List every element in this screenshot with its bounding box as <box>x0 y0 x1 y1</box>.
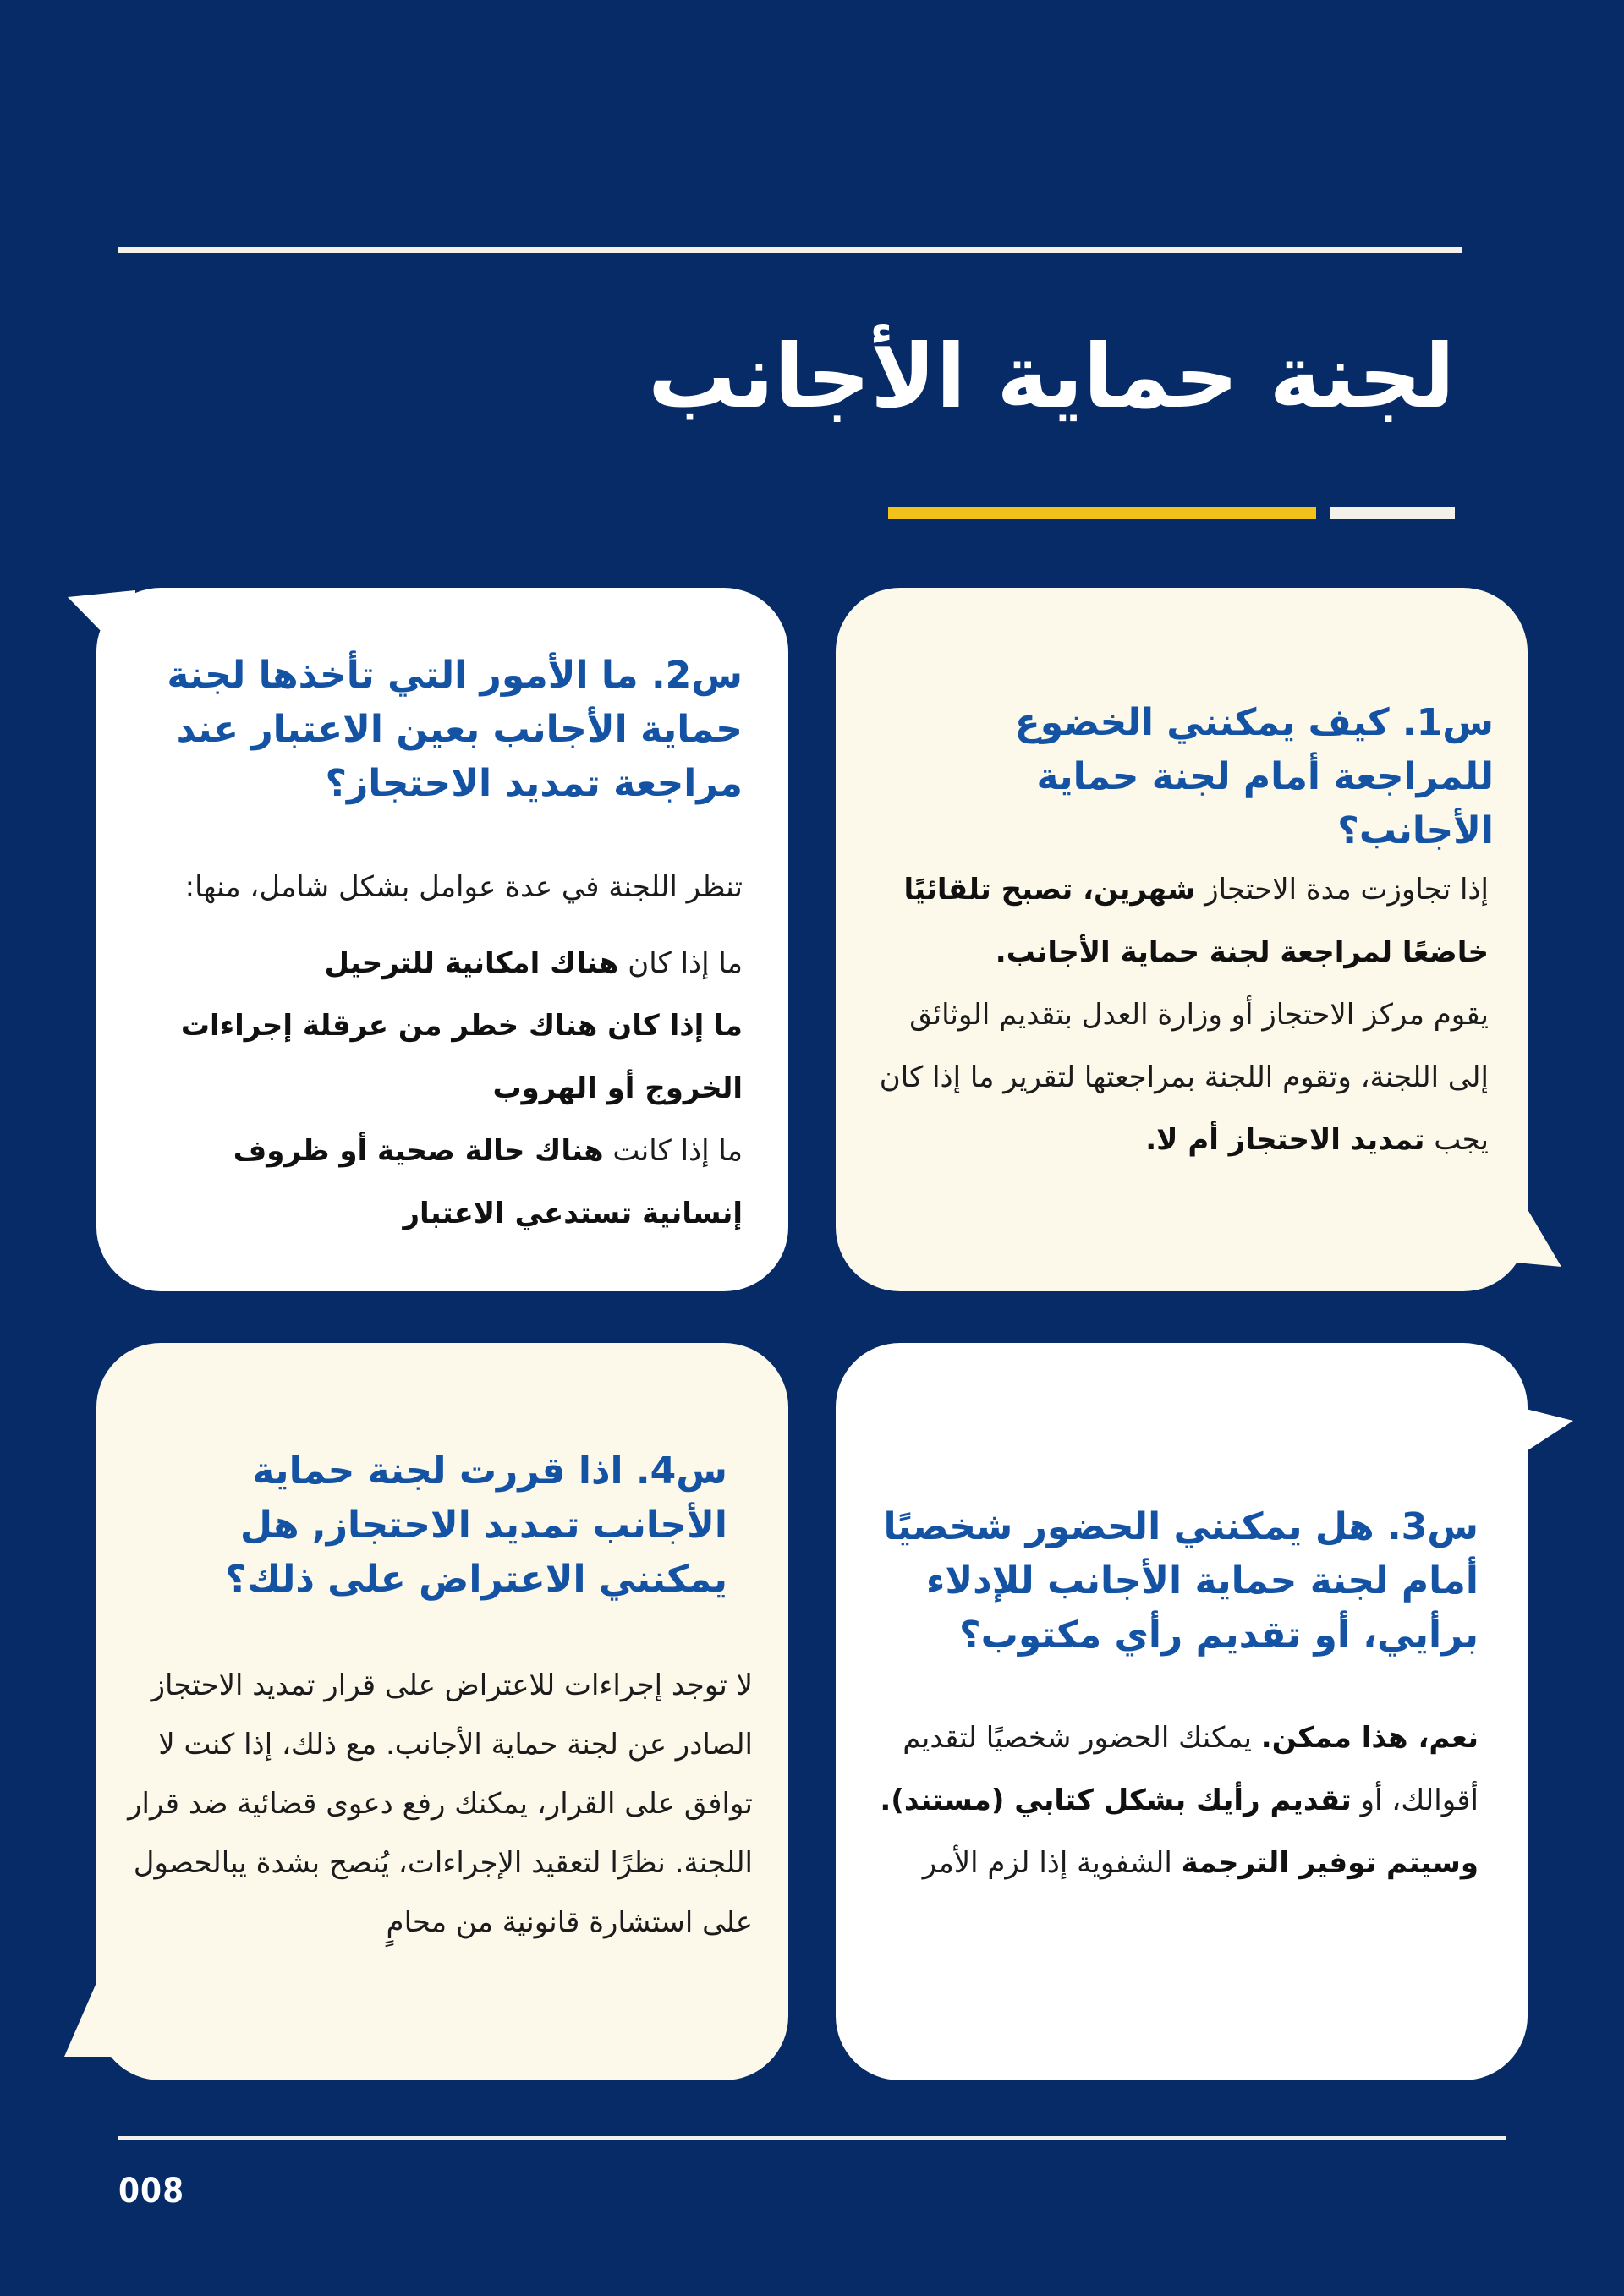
faq-card-q2 <box>96 588 788 1291</box>
answer-q1-paragraph-2: يقوم مركز الاحتجاز أو وزارة العدل بتقديم الوثائق إلى اللجنة، وتقوم اللجنة بمراجعتها لتقرير ما إذا كان يجب تمديد الاحتجاز أم لا. <box>879 998 1489 1157</box>
faq-card-q3 <box>836 1343 1528 2080</box>
question-q3: س3. هل يمكنني الحضور شخصيًا أمام لجنة حماية الأجانب للإدلاء برأيي، أو تقديم رأي مكتوب؟ <box>883 1505 1479 1657</box>
answer-q3-paragraph: نعم، هذا ممكن. يمكنك الحضور شخصيًا لتقديم أقوالك، أو تقديم رأيك بشكل كتابي (مستند). وسيتم توفير الترجمة الشفوية إذا لزم الأمر <box>880 1721 1479 1880</box>
title-underline-yellow <box>888 507 1316 519</box>
bottom-divider <box>118 2136 1506 2140</box>
faq-card-q4 <box>96 1343 788 2080</box>
top-divider <box>118 247 1462 253</box>
question-q1: س1. كيف يمكنني الخضوع للمراجعة أمام لجنة حماية الأجانب؟ <box>1014 701 1494 852</box>
answer-q2 <box>125 856 743 1245</box>
answer-q2-item-1: ما إذا كان هناك امكانية للترحيل <box>324 946 743 980</box>
answer-q2-item-2: ما إذا كان هناك خطر من عرقلة إجراءات الخروج أو الهروب <box>180 1009 743 1105</box>
answer-q1-paragraph-1: إذا تجاوزت مدة الاحتجاز شهرين، تصبح تلقائيًا خاضعًا لمراجعة لجنة حماية الأجانب. <box>903 873 1489 969</box>
question-q2: س2. ما الأمور التي تأخذها لجنة حماية الأجانب بعين الاعتبار عند مراجعة تمديد الاحتجاز؟ <box>167 654 743 805</box>
question-q4: س4. اذا قررت لجنة حماية الأجانب تمديد الاحتجاز, هل يمكنني الاعتراض على ذلك؟ <box>225 1449 727 1601</box>
answer-q3 <box>870 1707 1479 1894</box>
title-underline-white <box>1330 507 1455 519</box>
answer-q2-item-3: ما إذا كانت هناك حالة صحية أو ظروف إنسانية تستدعي الاعتبار <box>233 1134 743 1230</box>
faq-card-q1 <box>836 588 1528 1291</box>
answer-q4: لا توجد إجراءات للاعتراض على قرار تمديد الاحتجاز الصادر عن لجنة حماية الأجانب. مع ذلك، إذا كنت لا توافق على القرار، يمكنك رفع دعوى قضائية ضد قرار اللجنة. نظرًا لتعقيد الإجراءات، يُنصح بشدة يبالحصول على استشارة قانونية من محامٍ <box>128 1669 753 1939</box>
page-title: لجنة حماية الأجانب <box>647 325 1455 428</box>
page-number: 008 <box>118 2172 185 2211</box>
answer-q1 <box>863 858 1489 1171</box>
answer-q2-intro: تنظر اللجنة في عدة عوامل بشكل شامل، منها: <box>184 870 743 904</box>
